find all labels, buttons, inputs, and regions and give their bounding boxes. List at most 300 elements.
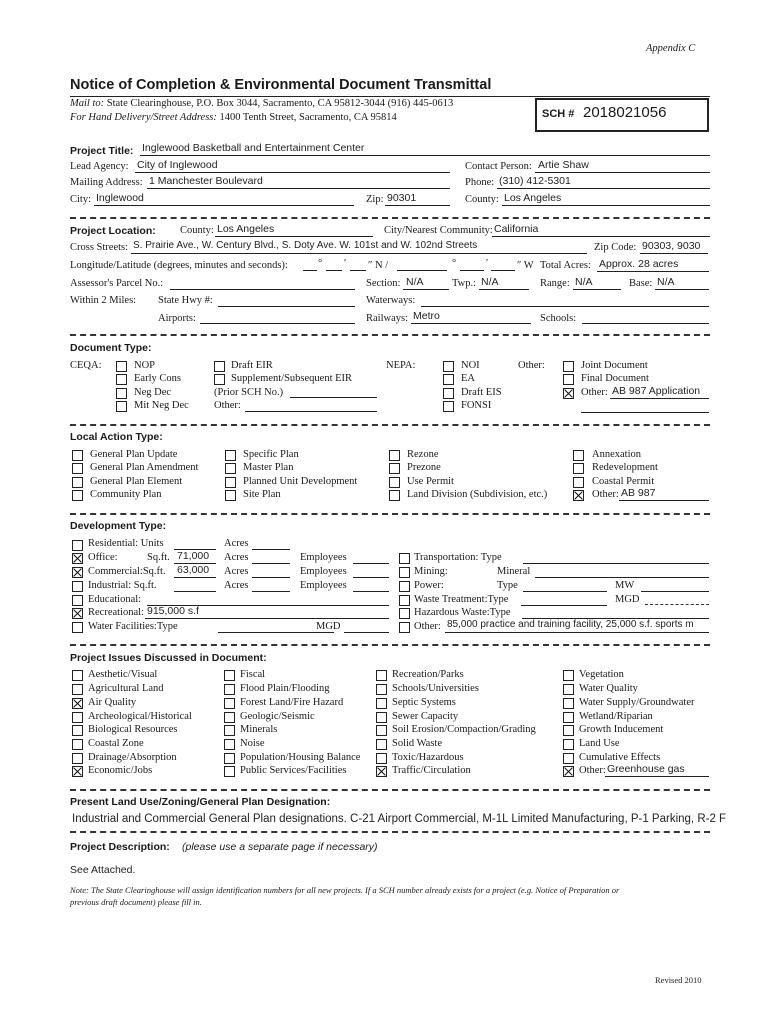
issue-toxic-label: Toxic/Hazardous [392, 752, 464, 763]
dev-waste-type-field[interactable] [521, 605, 607, 606]
county-line [502, 205, 710, 206]
dev-residential-checkbox[interactable] [72, 540, 83, 551]
total-acres-label: Total Acres: [540, 260, 591, 271]
zipcode-label: Zip Code: [594, 242, 637, 253]
dev-power-mw-label: MW [615, 580, 635, 591]
footer-note-2: previous draft document) please fill in. [70, 897, 202, 907]
la-community-plan-checkbox[interactable] [72, 490, 83, 501]
issue-water-quality-label: Water Quality [579, 683, 638, 694]
doc-other-value[interactable]: AB 987 Application [612, 385, 701, 397]
zip-label: Zip: [366, 194, 384, 205]
la-site-plan-label: Site Plan [243, 489, 281, 500]
project-title-line [140, 155, 710, 156]
issue-land-use-label: Land Use [579, 738, 620, 749]
phone-line [497, 188, 710, 189]
dev-other-line [445, 632, 709, 633]
base-value[interactable]: N/A [657, 276, 675, 288]
lon-deg-field[interactable] [397, 270, 447, 271]
doc-other-line [610, 398, 709, 399]
dev-waste-checkbox[interactable] [399, 595, 410, 606]
la-prezone-checkbox[interactable] [389, 463, 400, 474]
community-label: City/Nearest Community: [384, 225, 493, 236]
dev-transportation-field[interactable] [523, 563, 709, 564]
issue-drainage-checkbox[interactable] [72, 753, 83, 764]
range-line [573, 289, 621, 290]
lon-deg-symbol: ° [452, 258, 457, 269]
issue-recreation-label: Recreation/Parks [392, 669, 464, 680]
hand-delivery-line: For Hand Delivery/Street Address: 1400 Tenth Street, Sacramento, CA 95814 [70, 112, 397, 123]
cross-streets-line [131, 253, 587, 254]
lat-min-field[interactable] [326, 270, 342, 271]
la-rezone-label: Rezone [407, 449, 439, 460]
la-pud-checkbox[interactable] [225, 477, 236, 488]
supp-eir-label: Supplement/Subsequent EIR [231, 373, 353, 384]
dev-water-label: Water Facilities:Type [88, 621, 178, 632]
issue-solid-waste-checkbox[interactable] [376, 739, 387, 750]
dev-industrial-acres-field[interactable] [252, 591, 290, 592]
dev-office-employees-field[interactable] [353, 563, 389, 564]
la-site-plan-checkbox[interactable] [225, 490, 236, 501]
section-label: Section: [366, 278, 401, 289]
dev-other-checkbox[interactable] [399, 622, 410, 633]
issue-archeological-checkbox[interactable] [72, 712, 83, 723]
form-title: Notice of Completion & Environmental Document Transmittal [70, 77, 492, 93]
airports-field[interactable] [200, 323, 355, 324]
railways-label: Railways: [366, 313, 408, 324]
doc-type-label: Document Type: [70, 342, 152, 354]
lon-min-symbol: ′ [486, 258, 489, 269]
dev-industrial-sqft-field[interactable] [174, 591, 216, 592]
project-title-value[interactable]: Inglewood Basketball and Entertainment Center [142, 142, 365, 154]
dev-commercial-checkbox[interactable] [72, 567, 83, 578]
issue-noise-label: Noise [240, 738, 265, 749]
dev-industrial-employees-label: Employees [300, 580, 347, 591]
issue-public-services-label: Public Services/Facilities [240, 765, 347, 776]
neg-dec-checkbox[interactable] [116, 388, 127, 399]
issue-land-use-checkbox[interactable] [563, 739, 574, 750]
zip-line [385, 205, 450, 206]
nepa-other-label: Other: [518, 360, 545, 371]
lonlat-label: Longitude/Latitude (degrees, minutes and seconds): [70, 260, 288, 271]
ea-checkbox[interactable] [443, 374, 454, 385]
location-county-label: County: [180, 225, 214, 236]
draft-eis-checkbox[interactable] [443, 388, 454, 399]
issue-agricultural-checkbox[interactable] [72, 684, 83, 695]
doc-other-line2 [581, 412, 709, 413]
land-use-value[interactable]: Industrial and Commercial General Plan designations. C-21 Airport Commercial, M-1L Limited Manufacturing, P-1 Parking, R-2 F [72, 813, 727, 825]
noi-checkbox[interactable] [443, 361, 454, 372]
issue-forest-label: Forest Land/Fire Hazard [240, 697, 344, 708]
railways-line [411, 323, 531, 324]
issue-sewer-label: Sewer Capacity [392, 711, 459, 722]
dev-educational-label: Educational: [88, 594, 142, 605]
dev-hazardous-checkbox[interactable] [399, 608, 410, 619]
issue-biological-checkbox[interactable] [72, 725, 83, 736]
draft-eir-checkbox[interactable] [214, 361, 225, 372]
la-general-plan-element-label: General Plan Element [90, 476, 183, 487]
issue-septic-label: Septic Systems [392, 697, 456, 708]
issue-cumulative-checkbox[interactable] [563, 753, 574, 764]
dev-office-acres-field[interactable] [252, 563, 290, 564]
prior-sch-label: (Prior SCH No.) [214, 387, 284, 398]
dev-power-type-field[interactable] [523, 591, 607, 592]
location-label: Project Location: [70, 225, 156, 237]
description-label: Project Description: [70, 841, 170, 853]
issue-fiscal-checkbox[interactable] [224, 670, 235, 681]
issue-other-value[interactable]: Greenhouse gas [607, 763, 685, 775]
dev-office-sqft-label: Sq.ft. [147, 552, 170, 563]
dev-waste-mgd-field[interactable] [645, 604, 709, 605]
dev-commercial-sqft-line [174, 577, 216, 578]
issue-air-quality-checkbox[interactable] [72, 698, 83, 709]
mail-to-line: Mail to: State Clearinghouse, P.O. Box 3044, Sacramento, CA 95812-3044 (916) 445-0613 [70, 98, 454, 109]
contact-value[interactable]: Artie Shaw [538, 159, 589, 171]
base-label: Base: [629, 278, 653, 289]
la-land-division-checkbox[interactable] [389, 490, 400, 501]
issue-growth-label: Growth Inducement [579, 724, 664, 735]
city-label: City: [70, 194, 92, 205]
twp-label: Twp.: [452, 278, 477, 289]
issue-water-quality-checkbox[interactable] [563, 684, 574, 695]
lat-deg-symbol: ° [318, 258, 323, 269]
issue-fiscal-label: Fiscal [240, 669, 266, 680]
la-master-plan-checkbox[interactable] [225, 463, 236, 474]
issue-air-quality-label: Air Quality [88, 697, 137, 708]
dev-commercial-employees-label: Employees [300, 566, 347, 577]
issue-public-services-checkbox[interactable] [224, 766, 235, 777]
issue-archeological-label: Archeological/Historical [88, 711, 192, 722]
county-label: County: [465, 194, 499, 205]
dev-commercial-sqft-value[interactable]: 63,000 [177, 564, 210, 576]
la-specific-plan-checkbox[interactable] [225, 450, 236, 461]
divider [70, 334, 710, 336]
cross-streets-value[interactable]: S. Prairie Ave., W. Century Blvd., S. Doty Ave. W. 101st and W. 102nd Streets [133, 240, 478, 251]
project-title-label: Project Title: [70, 145, 134, 157]
issue-coastal-label: Coastal Zone [88, 738, 144, 749]
la-pud-label: Planned Unit Development [243, 476, 358, 487]
issue-wetland-label: Wetland/Riparian [579, 711, 653, 722]
issue-growth-checkbox[interactable] [563, 725, 574, 736]
dev-recreational-checkbox[interactable] [72, 608, 83, 619]
base-line [655, 289, 709, 290]
zipcode-line [640, 253, 708, 254]
issue-noise-checkbox[interactable] [224, 739, 235, 750]
dev-residential-acres-field[interactable] [252, 549, 290, 550]
dev-mining-checkbox[interactable] [399, 567, 410, 578]
la-community-plan-label: Community Plan [90, 489, 162, 500]
fonsi-checkbox[interactable] [443, 401, 454, 412]
divider [70, 644, 710, 646]
nepa-label: NEPA: [386, 360, 416, 371]
doc-other-label: Other: [581, 387, 608, 398]
dev-commercial-employees-field[interactable] [353, 577, 389, 578]
issue-forest-checkbox[interactable] [224, 698, 235, 709]
twp-value[interactable]: N/A [481, 276, 499, 288]
description-hint: (please use a separate page if necessary) [182, 841, 378, 853]
footer-note: Note: The State Clearinghouse will assign identification numbers for all new projects. If a SCH number already exists for a project (e.g. Notice of Preparation or [70, 885, 620, 895]
dev-industrial-label: Industrial: Sq.ft. [88, 580, 157, 591]
issue-wetland-checkbox[interactable] [563, 712, 574, 723]
la-annexation-label: Annexation [592, 449, 641, 460]
location-county-line [215, 236, 373, 237]
community-value[interactable]: California [494, 223, 539, 235]
schools-field[interactable] [582, 323, 709, 324]
hwy-label: State Hwy #: [158, 295, 213, 306]
land-use-label: Present Land Use/Zoning/General Plan Designation: [70, 796, 331, 808]
contact-line [535, 172, 710, 173]
phone-value[interactable]: (310) 412-5301 [499, 175, 571, 187]
la-use-permit-checkbox[interactable] [389, 477, 400, 488]
dev-commercial-label: Commercial:Sq.ft. [88, 566, 166, 577]
cross-streets-label: Cross Streets: [70, 242, 129, 253]
dev-commercial-acres-label: Acres [224, 566, 249, 577]
contact-label: Contact Person: [465, 161, 532, 172]
issue-solid-waste-label: Solid Waste [392, 738, 443, 749]
issue-other-line [605, 776, 709, 777]
issue-other-checkbox[interactable] [563, 766, 574, 777]
issue-sewer-checkbox[interactable] [376, 712, 387, 723]
divider [70, 831, 710, 833]
dev-power-label: Power: [414, 580, 444, 591]
dev-residential-acres-label: Acres [224, 538, 249, 549]
supp-eir-checkbox[interactable] [214, 374, 225, 385]
la-use-permit-label: Use Permit [407, 476, 454, 487]
draft-eis-label: Draft EIS [461, 387, 502, 398]
issue-water-supply-label: Water Supply/Groundwater [579, 697, 695, 708]
description-value[interactable]: See Attached. [70, 864, 136, 876]
divider [70, 789, 710, 791]
issue-population-label: Population/Housing Balance [240, 752, 361, 763]
dev-type-label: Development Type: [70, 520, 167, 532]
dev-mineral-field[interactable] [535, 577, 709, 578]
neg-dec-label: Neg Dec [134, 387, 172, 398]
dev-industrial-acres-label: Acres [224, 580, 249, 591]
twp-line [479, 289, 529, 290]
la-master-plan-label: Master Plan [243, 462, 294, 473]
doc-other-checkbox[interactable] [563, 388, 574, 399]
dev-water-mgd-field[interactable] [344, 632, 389, 633]
la-coastal-permit-checkbox[interactable] [573, 477, 584, 488]
la-general-plan-update-label: General Plan Update [90, 449, 178, 460]
la-land-division-label: Land Division (Subdivision, etc.) [407, 489, 548, 500]
la-specific-plan-label: Specific Plan [243, 449, 299, 460]
issue-population-checkbox[interactable] [224, 753, 235, 764]
waterways-field[interactable] [421, 306, 709, 307]
lead-agency-value[interactable]: City of Inglewood [137, 159, 218, 171]
issue-soil-label: Soil Erosion/Compaction/Grading [392, 724, 536, 735]
fonsi-label: FONSI [461, 400, 492, 411]
dev-transportation-checkbox[interactable] [399, 553, 410, 564]
issue-other-label: Other: [579, 765, 606, 776]
parcel-field[interactable] [170, 289, 355, 290]
zip-value[interactable]: 90301 [387, 192, 417, 204]
issue-toxic-checkbox[interactable] [376, 753, 387, 764]
railways-value[interactable]: Metro [413, 310, 440, 322]
divider [70, 424, 710, 426]
dev-office-label: Office: [88, 552, 118, 563]
final-doc-checkbox[interactable] [563, 374, 574, 385]
city-value[interactable]: Inglewood [96, 192, 144, 204]
total-acres-value[interactable]: Approx. 28 acres [599, 258, 679, 270]
lon-sec-field[interactable] [491, 270, 515, 271]
la-other-line [619, 500, 709, 501]
hwy-field[interactable] [218, 306, 355, 307]
la-annexation-checkbox[interactable] [573, 450, 584, 461]
issue-traffic-checkbox[interactable] [376, 766, 387, 777]
community-line [492, 236, 710, 237]
draft-eir-label: Draft EIR [231, 360, 273, 371]
dev-office-sqft-value[interactable]: 71,000 [177, 550, 210, 562]
dev-industrial-employees-field[interactable] [353, 591, 389, 592]
lat-min-symbol: ′ [344, 258, 347, 269]
schools-label: Schools: [540, 313, 577, 324]
issue-biological-label: Biological Resources [88, 724, 178, 735]
section-line [403, 289, 449, 290]
parcel-label: Assessor's Parcel No.: [70, 278, 164, 289]
dev-residential-label: Residential: Units [88, 538, 164, 549]
issue-aesthetic-checkbox[interactable] [72, 670, 83, 681]
issue-vegetation-label: Vegetation [579, 669, 624, 680]
range-value[interactable]: N/A [575, 276, 593, 288]
issue-flood-checkbox[interactable] [224, 684, 235, 695]
nop-label: NOP [134, 360, 156, 371]
zipcode-value[interactable]: 90303, 9030 [642, 240, 701, 252]
dev-water-checkbox[interactable] [72, 622, 83, 633]
dev-waste-mgd-label: MGD [615, 594, 640, 605]
mailing-line [147, 188, 450, 189]
prior-sch-field[interactable] [290, 397, 377, 398]
sch-label: SCH # [542, 108, 575, 120]
dev-other-value[interactable]: 85,000 practice and training facility, 25,000 s.f. sports m [447, 619, 694, 630]
local-action-label: Local Action Type: [70, 431, 163, 443]
city-line [94, 205, 354, 206]
final-doc-label: Final Document [581, 373, 649, 384]
dev-commercial-acres-field[interactable] [252, 577, 290, 578]
la-redevelopment-label: Redevelopment [592, 462, 658, 473]
total-acres-line [597, 271, 709, 272]
sch-number[interactable]: 2018021056 [583, 104, 667, 121]
lat-deg-field[interactable] [303, 270, 317, 271]
la-rezone-checkbox[interactable] [389, 450, 400, 461]
issue-geologic-label: Geologic/Seismic [240, 711, 315, 722]
dev-recreational-value[interactable]: 915,000 s.f [147, 605, 199, 617]
waterways-label: Waterways: [366, 295, 416, 306]
issue-aesthetic-label: Aesthetic/Visual [88, 669, 158, 680]
dev-office-checkbox[interactable] [72, 553, 83, 564]
dev-recreational-label: Recreational: [88, 607, 144, 618]
issue-recreation-checkbox[interactable] [376, 670, 387, 681]
dev-waste-label: Waste Treatment:Type [414, 594, 509, 605]
la-general-plan-amendment-checkbox[interactable] [72, 463, 83, 474]
nop-checkbox[interactable] [116, 361, 127, 372]
dev-water-type-field[interactable] [218, 632, 334, 633]
la-other-label: Other: [592, 489, 619, 500]
dev-power-checkbox[interactable] [399, 581, 410, 592]
la-other-checkbox[interactable] [573, 490, 584, 501]
mit-neg-dec-label: Mit Neg Dec [134, 400, 189, 411]
lead-agency-label: Lead Agency: [70, 161, 129, 172]
dev-transportation-label: Transportation: Type [414, 552, 502, 563]
early-cons-checkbox[interactable] [116, 374, 127, 385]
la-other-value[interactable]: AB 987 [621, 487, 656, 499]
dev-other-label: Other: [414, 621, 441, 632]
dev-mining-label: Mining: [414, 566, 448, 577]
issue-geologic-checkbox[interactable] [224, 712, 235, 723]
la-redevelopment-checkbox[interactable] [573, 463, 584, 474]
lead-agency-line [135, 172, 450, 173]
ceqa-other-label: Other: [214, 400, 241, 411]
issue-traffic-label: Traffic/Circulation [392, 765, 471, 776]
county-value[interactable]: Los Angeles [504, 192, 562, 204]
issue-schools-checkbox[interactable] [376, 684, 387, 695]
issue-agricultural-label: Agricultural Land [88, 683, 164, 694]
lat-sec-field[interactable] [350, 270, 366, 271]
issue-schools-label: Schools/Universities [392, 683, 479, 694]
issue-septic-checkbox[interactable] [376, 698, 387, 709]
issue-economic-label: Economic/Jobs [88, 765, 153, 776]
range-label: Range: [540, 278, 570, 289]
issue-cumulative-label: Cumulative Effects [579, 752, 661, 763]
phone-label: Phone: [465, 177, 495, 188]
dev-recreational-line [145, 618, 389, 619]
dev-water-mgd-label: MGD [316, 621, 341, 632]
issue-economic-checkbox[interactable] [72, 766, 83, 777]
appendix-label: Appendix C [646, 43, 696, 54]
dev-hazardous-label: Hazardous Waste:Type [414, 607, 511, 618]
section-value[interactable]: N/A [406, 276, 424, 288]
dev-educational-checkbox[interactable] [72, 595, 83, 606]
issue-minerals-checkbox[interactable] [224, 725, 235, 736]
issue-water-supply-checkbox[interactable] [563, 698, 574, 709]
divider [70, 217, 710, 219]
title-rule [70, 96, 710, 97]
early-cons-label: Early Cons [134, 373, 181, 384]
dev-industrial-checkbox[interactable] [72, 581, 83, 592]
la-prezone-label: Prezone [407, 462, 441, 473]
noi-label: NOI [461, 360, 480, 371]
joint-doc-label: Joint Document [581, 360, 648, 371]
issue-vegetation-checkbox[interactable] [563, 670, 574, 681]
lat-n-label: ″ N / [368, 260, 389, 271]
dev-power-type-label: Type [497, 580, 518, 591]
mailing-value[interactable]: 1 Manchester Boulevard [149, 175, 263, 187]
airports-label: Airports: [158, 313, 196, 324]
issue-flood-label: Flood Plain/Flooding [240, 683, 330, 694]
ceqa-label: CEQA: [70, 360, 102, 371]
location-county-value[interactable]: Los Angeles [217, 223, 275, 235]
lon-min-field[interactable] [460, 270, 484, 271]
dev-office-acres-label: Acres [224, 552, 249, 563]
ceqa-other-field[interactable] [245, 411, 377, 412]
mailing-label: Mailing Address: [70, 177, 143, 188]
issue-soil-checkbox[interactable] [376, 725, 387, 736]
issues-label: Project Issues Discussed in Document: [70, 652, 267, 664]
issue-coastal-checkbox[interactable] [72, 739, 83, 750]
la-general-plan-update-checkbox[interactable] [72, 450, 83, 461]
la-general-plan-element-checkbox[interactable] [72, 477, 83, 488]
ea-label: EA [461, 373, 475, 384]
joint-doc-checkbox[interactable] [563, 361, 574, 372]
la-coastal-permit-label: Coastal Permit [592, 476, 655, 487]
divider [70, 513, 710, 515]
mit-neg-dec-checkbox[interactable] [116, 401, 127, 412]
issue-minerals-label: Minerals [240, 724, 278, 735]
lon-w-label: ″ W [517, 260, 534, 271]
dev-mineral-label: Mineral [497, 566, 531, 577]
dev-power-mw-field[interactable] [641, 591, 709, 592]
within-label: Within 2 Miles: [70, 295, 137, 306]
revised-label: Revised 2010 [655, 975, 702, 985]
